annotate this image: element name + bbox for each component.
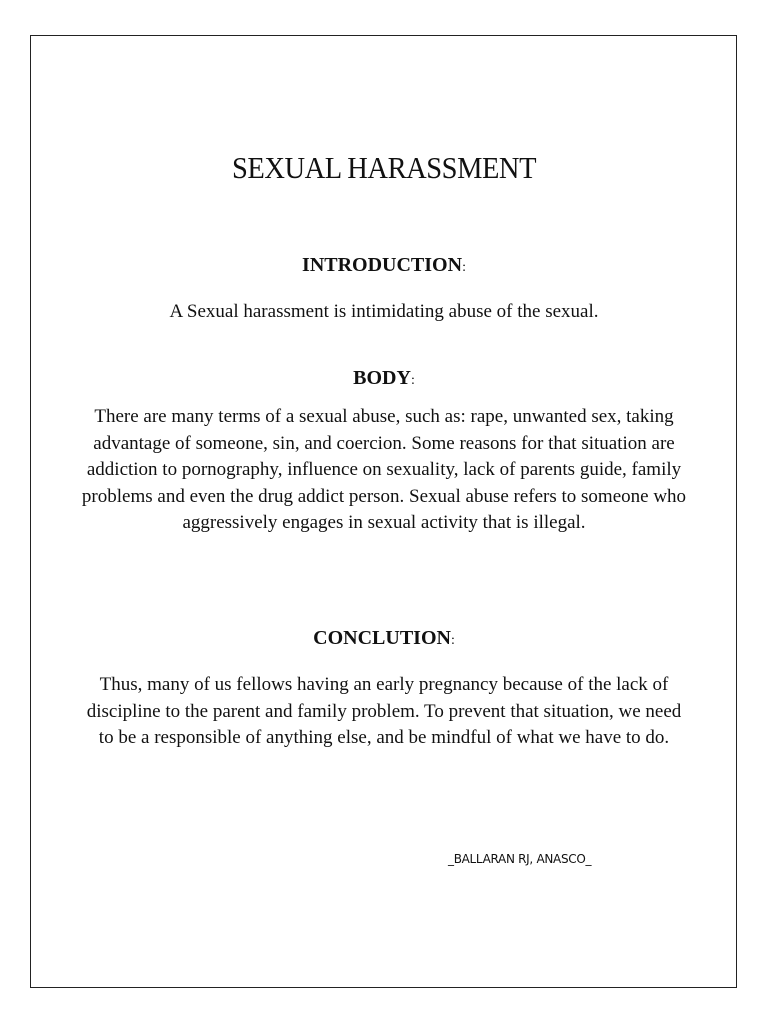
body-heading-colon: : <box>410 373 415 388</box>
document-title: SEXUAL HARASSMENT <box>231 150 537 185</box>
conclusion-paragraph: Thus, many of us fellows having an early pregnancy because of the lack of discipline to the parent and family problem. To prevent that situation, we need to be a responsible of anything else, and be mindful of what we have to do. <box>86 674 682 748</box>
body-heading <box>0 367 768 390</box>
introduction-paragraph: A Sexual harassment is intimidating abuse of the sexual. <box>169 301 599 322</box>
conclusion-heading-label: CONCLUTION <box>313 627 451 649</box>
introduction-heading-label: INTRODUCTION <box>302 254 463 276</box>
author-signature: _BALLARAN RJ, ANASCO_ <box>448 852 592 866</box>
conclusion-heading <box>0 627 768 650</box>
introduction-heading-colon: : <box>462 260 466 275</box>
body-heading-label: BODY <box>353 367 411 389</box>
introduction-heading <box>0 254 768 277</box>
body-paragraph: There are many terms of a sexual abuse, such as: rape, unwanted sex, taking advantage of someone, sin, and coercion. Some reasons for that situation are addiction to pornography, influence on sexuality, lack of parents guide, family problems and even the drug addict person. Sexual abuse refers to someone who aggressively engages in sexual activity that is illegal. <box>81 406 687 533</box>
conclusion-heading-colon: : <box>450 633 455 648</box>
